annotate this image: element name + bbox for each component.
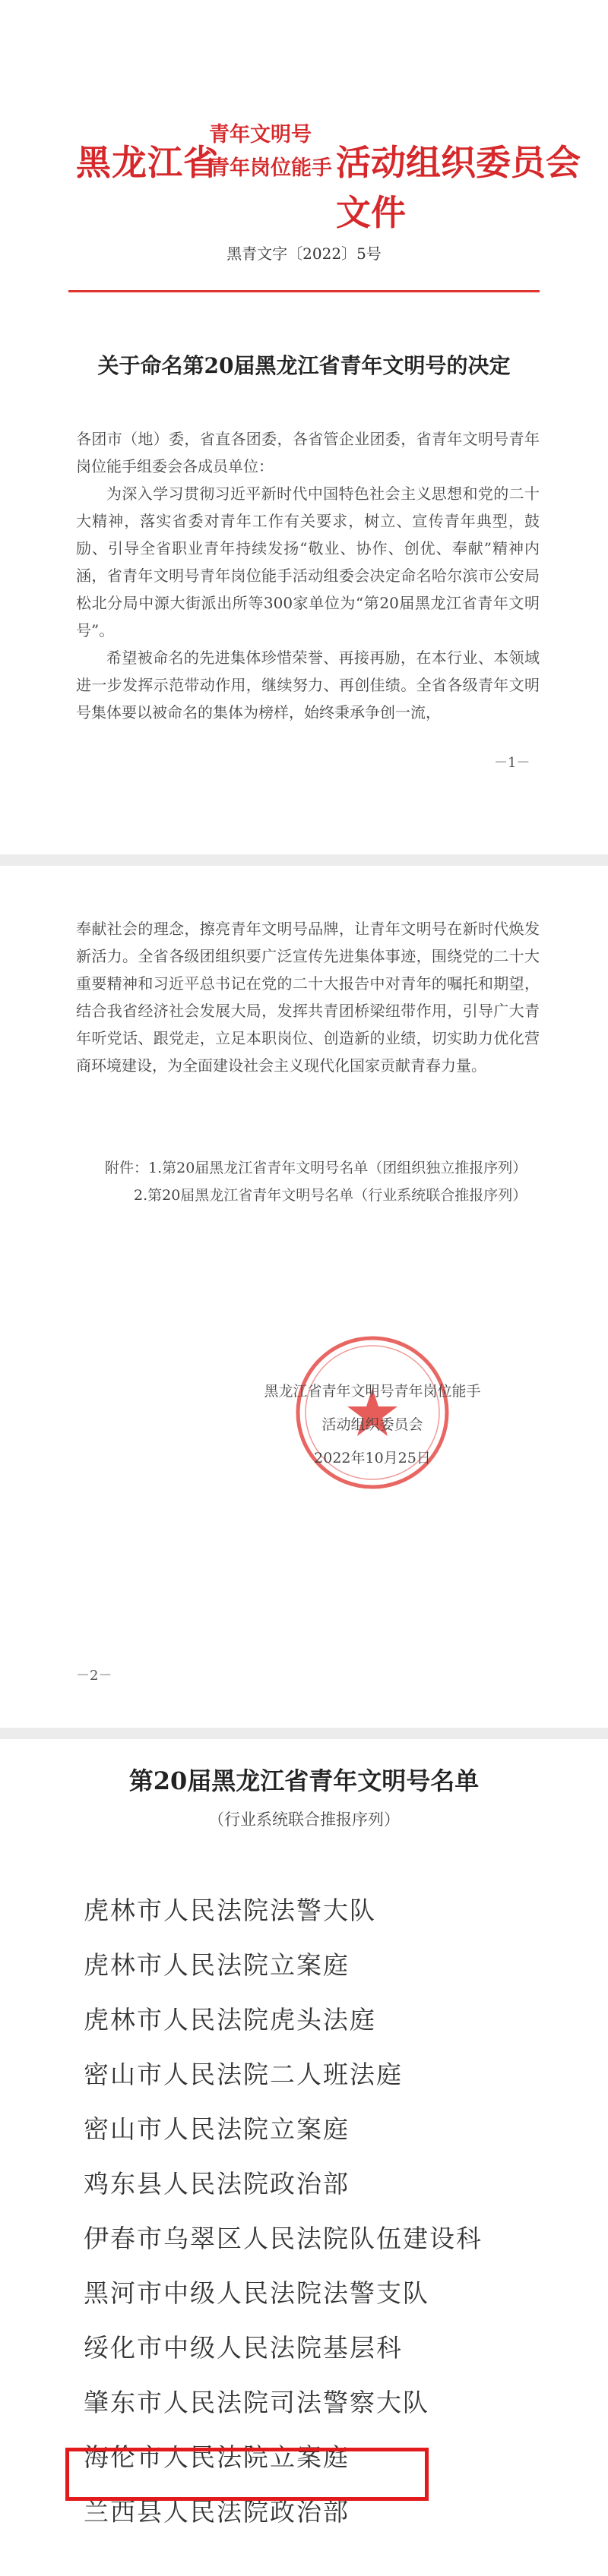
attachment-1: 附件：1.第20届黑龙江省青年文明号名单（团组织独立推报序列） <box>105 1160 527 1176</box>
header-mid-line-1: 青年文明号 <box>209 123 312 147</box>
red-divider <box>68 290 540 292</box>
list-item: 密山市人民法院二人班法庭 <box>84 2060 403 2089</box>
signer-line-2: 活动组织委员会 <box>321 1416 423 1433</box>
header-activity-names <box>209 118 338 185</box>
list-item: 虎林市人民法院立案庭 <box>84 1950 350 1980</box>
body-paragraph: 希望被命名的先进集体珍惜荣誉、再接再励，在本行业、本领域进一步发挥示范带动作用，继续努力、再创佳绩。全省各级青年文明号集体要以被命名的集体为榜样，始终秉承争创一流， <box>76 649 540 721</box>
list-item: 绥化市中级人民法院基层科 <box>84 2333 403 2363</box>
list-subtitle: （行业系统联合推报序列） <box>208 1810 400 1829</box>
page2-body <box>76 915 540 1079</box>
page1-body <box>76 425 540 726</box>
attachment-2: 2.第20届黑龙江省青年文明号名单（行业系统联合推报序列） <box>134 1187 527 1204</box>
header-committee-file: 活动组织委员会文件 <box>336 142 581 233</box>
list-item: 鸡东县人民法院政治部 <box>84 2169 350 2199</box>
signer-date: 2022年10月25日 <box>314 1450 431 1466</box>
document-page-2 <box>0 866 608 1728</box>
list-item: 密山市人民法院立案庭 <box>84 2114 350 2144</box>
header-mid-line-2: 青年岗位能手 <box>209 156 332 180</box>
page-number: －1－ <box>494 755 530 771</box>
list-item-highlighted: 海伦市人民法院立案庭 <box>84 2442 350 2472</box>
document-number: 黑青文字〔2022〕5号 <box>226 245 382 263</box>
attachments <box>76 1154 540 1209</box>
signer-line-1: 黑龙江省青年文明号青年岗位能手 <box>264 1383 481 1400</box>
list-item: 伊春市乌翠区人民法院队伍建设科 <box>84 2224 483 2253</box>
list-item: 兰西县人民法院政治部 <box>84 2497 350 2527</box>
list-item: 肇东市人民法院司法警察大队 <box>84 2388 429 2417</box>
decision-title: 关于命名第20届黑龙江省青年文明号的决定 <box>97 353 511 378</box>
header-province: 黑龙江省 <box>76 142 219 183</box>
page-number: －2－ <box>76 1668 112 1684</box>
document-header <box>0 112 608 233</box>
list-item: 黑河市中级人民法院法警支队 <box>84 2278 429 2308</box>
highlight-box <box>65 2448 429 2501</box>
addressee-paragraph: 各团市（地）委，省直各团委，各省管企业团委，省青年文明号青年岗位能手组委会各成员单位： <box>76 430 540 475</box>
list-title: 第20届黑龙江省青年文明号名单 <box>128 1766 480 1795</box>
list-item: 虎林市人民法院虎头法庭 <box>84 2005 376 2035</box>
document-page-3 <box>0 1739 608 2576</box>
document-page-1 <box>0 0 608 854</box>
list-item: 虎林市人民法院法警大队 <box>84 1896 376 1925</box>
body-paragraph: 为深入学习贯彻习近平新时代中国特色社会主义思想和党的二十大精神，落实省委对青年工作有关要求，树立、宣传青年典型，鼓励、引导全省职业青年持续发扬“敬业、协作、创优、奉献”精神内涵，省青年文明号青年岗位能手活动组委会决定命名哈尔滨市公安局松北分局中源大街派出所等300家单位为“第20届黑龙江省青年文明号”。 <box>76 485 540 639</box>
signature-block <box>251 1375 494 1475</box>
body-paragraph: 奉献社会的理念，擦亮青年文明号品牌，让青年文明号在新时代焕发新活力。全省各级团组织要广泛宣传先进集体事迹，围绕党的二十大重要精神和习近平总书记在党的二十大报告中对青年的嘱托和期望，结合我省经济社会发展大局，发挥共青团桥梁纽带作用，引导广大青年听党话、跟党走，立足本职岗位、创造新的业绩，切实助力优化营商环境建设，为全面建设社会主义现代化国家贡献青春力量。 <box>76 920 540 1075</box>
